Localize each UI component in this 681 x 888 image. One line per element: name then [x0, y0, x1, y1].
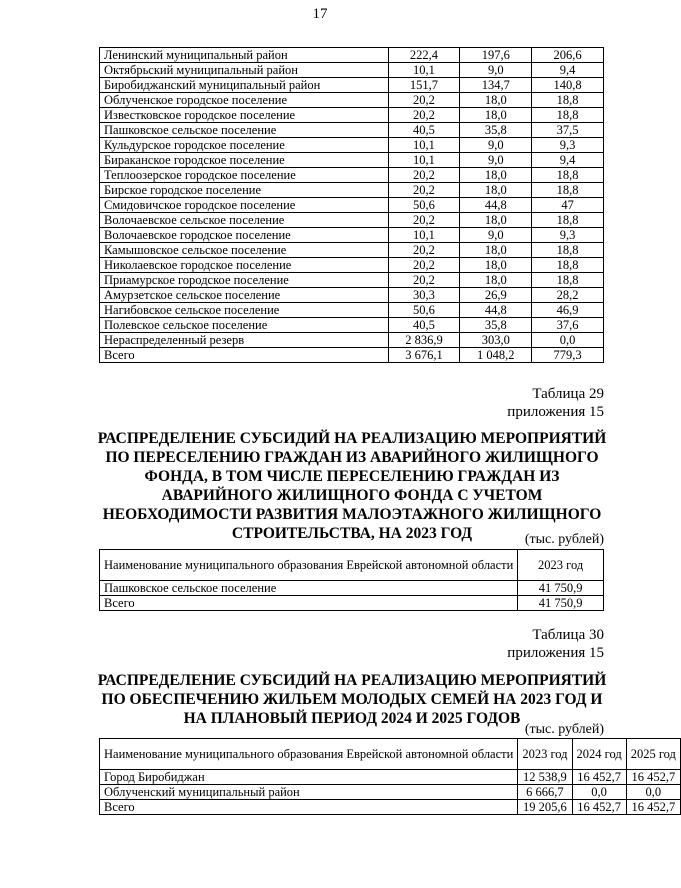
row-value-col4: 18,8 — [532, 93, 604, 108]
page-number: 17 — [312, 6, 328, 22]
row-value-col3: 9,0 — [460, 228, 532, 243]
row-name: Волочаевское сельское поселение — [100, 213, 389, 228]
table-29-heading: РАСПРЕДЕЛЕНИЕ СУБСИДИЙ НА РЕАЛИЗАЦИЮ МЕРОПРИЯТИЙ ПО ПЕРЕСЕЛЕНИЮ ГРАЖДАН ИЗ АВАРИЙНОГО ЖИЛИЩНОГО ФОНДА, В ТОМ ЧИСЛЕ ПЕРЕСЕЛЕНИЮ ГРАЖДАН ИЗ АВАРИЙНОГО ЖИЛИЩНОГО ФОНДА С УЧЕТОМ НЕОБХОДИМОСТИ РАЗВИТИЯ МАЛОЭТАЖНОГО ЖИЛИЩНОГО СТРОИТЕЛЬСТВА, НА 2023 ГОД — [97, 430, 607, 542]
row-value-2023: 6 666,7 — [518, 785, 572, 800]
row-value-col2: 20,2 — [388, 213, 460, 228]
row-value-col4: 18,8 — [532, 258, 604, 273]
row-value-2024: 0,0 — [572, 785, 626, 800]
table-29-appendix-label: приложения 15 — [507, 404, 604, 420]
row-value-col4: 206,6 — [532, 48, 604, 63]
row-value-col4: 0,0 — [532, 333, 604, 348]
row-name: Пашковское сельское поселение — [100, 123, 389, 138]
row-value-col2: 222,4 — [388, 48, 460, 63]
row-value-col4: 18,8 — [532, 168, 604, 183]
row-value-col2: 10,1 — [388, 63, 460, 78]
header-municipality: Наименование муниципального образования Еврейской автономной области — [100, 739, 518, 770]
table-row — [100, 78, 604, 93]
row-value-col3: 134,7 — [460, 78, 532, 93]
table-row — [100, 770, 681, 785]
header-municipality: Наименование муниципального образования Еврейской автономной области — [100, 550, 518, 581]
table-30-units: (тыс. рублей) — [524, 722, 604, 737]
table-row — [100, 800, 681, 815]
row-value-col4: 779,3 — [532, 348, 604, 363]
table-row — [100, 153, 604, 168]
table-row — [100, 258, 604, 273]
row-value-col2: 20,2 — [388, 183, 460, 198]
row-name: Полевское сельское поселение — [100, 318, 389, 333]
table-row — [100, 333, 604, 348]
row-value-col4: 37,5 — [532, 123, 604, 138]
row-value-2025: 16 452,7 — [626, 800, 680, 815]
row-value-col2: 50,6 — [388, 303, 460, 318]
row-name: Бираканское городское поселение — [100, 153, 389, 168]
row-value-col2: 20,2 — [388, 258, 460, 273]
table-row — [100, 123, 604, 138]
row-value-col2: 20,2 — [388, 243, 460, 258]
row-value-col2: 40,5 — [388, 123, 460, 138]
table-row — [100, 785, 681, 800]
row-name: Нагибовское сельское поселение — [100, 303, 389, 318]
table-row — [100, 48, 604, 63]
table-row — [100, 198, 604, 213]
table-29-label: Таблица 29 — [532, 386, 604, 402]
table-row — [100, 63, 604, 78]
row-value-col3: 197,6 — [460, 48, 532, 63]
row-name: Облученский муниципальный район — [100, 785, 518, 800]
header-2024: 2024 год — [572, 739, 626, 770]
row-value-2024: 16 452,7 — [572, 800, 626, 815]
row-value-col2: 30,3 — [388, 288, 460, 303]
row-value-col2: 20,2 — [388, 273, 460, 288]
row-name: Амурзетское сельское поселение — [100, 288, 389, 303]
row-value-col2: 20,2 — [388, 108, 460, 123]
row-value-col4: 47 — [532, 198, 604, 213]
row-name: Кульдурское городское поселение — [100, 138, 389, 153]
row-value-col4: 18,8 — [532, 183, 604, 198]
table-30 — [99, 738, 681, 815]
table-29-units: (тыс. рублей) — [524, 532, 604, 547]
table-continued-allocation — [99, 47, 604, 363]
row-value-col2: 10,1 — [388, 153, 460, 168]
row-value-2023: 41 750,9 — [518, 581, 604, 596]
table-29-label-block — [507, 385, 604, 421]
row-name: Город Биробиджан — [100, 770, 518, 785]
row-value-col3: 35,8 — [460, 123, 532, 138]
table-row — [100, 213, 604, 228]
row-value-col3: 9,0 — [460, 138, 532, 153]
table-row — [100, 108, 604, 123]
row-value-col3: 1 048,2 — [460, 348, 532, 363]
row-value-col4: 140,8 — [532, 78, 604, 93]
row-value-2023: 12 538,9 — [518, 770, 572, 785]
row-value-col3: 303,0 — [460, 333, 532, 348]
table-30-label-block — [507, 626, 604, 662]
row-value-col3: 18,0 — [460, 93, 532, 108]
row-value-col3: 35,8 — [460, 318, 532, 333]
row-value-col2: 10,1 — [388, 228, 460, 243]
table-30-label: Таблица 30 — [532, 627, 604, 643]
row-value-col3: 9,0 — [460, 63, 532, 78]
row-value-col4: 9,3 — [532, 138, 604, 153]
row-value-col3: 44,8 — [460, 303, 532, 318]
row-value-col2: 10,1 — [388, 138, 460, 153]
row-name: Теплоозерское городское поселение — [100, 168, 389, 183]
row-name: Облученское городское поселение — [100, 93, 389, 108]
row-value-col4: 9,4 — [532, 153, 604, 168]
table-row — [100, 243, 604, 258]
table-row — [100, 183, 604, 198]
table-header-row — [100, 739, 681, 770]
row-name: Приамурское городское поселение — [100, 273, 389, 288]
table-row — [100, 93, 604, 108]
row-name: Всего — [100, 800, 518, 815]
row-name: Николаевское городское поселение — [100, 258, 389, 273]
row-name: Биробиджанский муниципальный район — [100, 78, 389, 93]
table-row — [100, 303, 604, 318]
row-value-2023: 19 205,6 — [518, 800, 572, 815]
row-value-col3: 18,0 — [460, 258, 532, 273]
row-value-col4: 9,3 — [532, 228, 604, 243]
row-value-col2: 3 676,1 — [388, 348, 460, 363]
row-name: Волочаевское городское поселение — [100, 228, 389, 243]
row-value-col4: 46,9 — [532, 303, 604, 318]
row-value-col3: 18,0 — [460, 168, 532, 183]
row-name: Смидовичское городское поселение — [100, 198, 389, 213]
row-value-col3: 18,0 — [460, 213, 532, 228]
header-2023: 2023 год — [518, 739, 572, 770]
row-name: Октябрьский муниципальный район — [100, 63, 389, 78]
row-value-col4: 18,8 — [532, 273, 604, 288]
row-value-col4: 18,8 — [532, 108, 604, 123]
table-row — [100, 228, 604, 243]
table-row — [100, 273, 604, 288]
table-30-appendix-label: приложения 15 — [507, 645, 604, 661]
row-value-col4: 9,4 — [532, 63, 604, 78]
row-value-2023: 41 750,9 — [518, 596, 604, 611]
row-value-col2: 2 836,9 — [388, 333, 460, 348]
row-name: Всего — [100, 596, 518, 611]
header-2023: 2023 год — [518, 550, 604, 581]
table-29 — [99, 549, 604, 611]
table-row — [100, 581, 604, 596]
row-name: Камышовское сельское поселение — [100, 243, 389, 258]
row-name: Бирское городское поселение — [100, 183, 389, 198]
row-value-2025: 0,0 — [626, 785, 680, 800]
row-value-col2: 50,6 — [388, 198, 460, 213]
row-value-col4: 18,8 — [532, 213, 604, 228]
table-30-heading: РАСПРЕДЕЛЕНИЕ СУБСИДИЙ НА РЕАЛИЗАЦИЮ МЕРОПРИЯТИЙ ПО ОБЕСПЕЧЕНИЮ ЖИЛЬЕМ МОЛОДЫХ СЕМЕЙ НА 2023 ГОД И НА ПЛАНОВЫЙ ПЕРИОД 2024 И 2025 ГОДОВ — [97, 672, 607, 727]
row-value-col3: 18,0 — [460, 243, 532, 258]
row-value-col3: 9,0 — [460, 153, 532, 168]
table-row — [100, 138, 604, 153]
row-name: Всего — [100, 348, 389, 363]
row-name: Пашковское сельское поселение — [100, 581, 518, 596]
row-value-col3: 44,8 — [460, 198, 532, 213]
row-value-col3: 18,0 — [460, 183, 532, 198]
row-value-col2: 151,7 — [388, 78, 460, 93]
row-value-col4: 28,2 — [532, 288, 604, 303]
row-name: Нераспределенный резерв — [100, 333, 389, 348]
row-value-col2: 40,5 — [388, 318, 460, 333]
table-row — [100, 168, 604, 183]
row-name: Ленинский муниципальный район — [100, 48, 389, 63]
row-value-col2: 20,2 — [388, 93, 460, 108]
row-value-col3: 18,0 — [460, 108, 532, 123]
row-value-2025: 16 452,7 — [626, 770, 680, 785]
header-2025: 2025 год — [626, 739, 680, 770]
table-row — [100, 348, 604, 363]
row-value-col2: 20,2 — [388, 168, 460, 183]
row-value-col4: 37,6 — [532, 318, 604, 333]
table-header-row — [100, 550, 604, 581]
table-row — [100, 596, 604, 611]
row-name: Известковское городское поселение — [100, 108, 389, 123]
row-value-2024: 16 452,7 — [572, 770, 626, 785]
row-value-col3: 18,0 — [460, 273, 532, 288]
row-value-col4: 18,8 — [532, 243, 604, 258]
row-value-col3: 26,9 — [460, 288, 532, 303]
table-row — [100, 318, 604, 333]
table-row — [100, 288, 604, 303]
